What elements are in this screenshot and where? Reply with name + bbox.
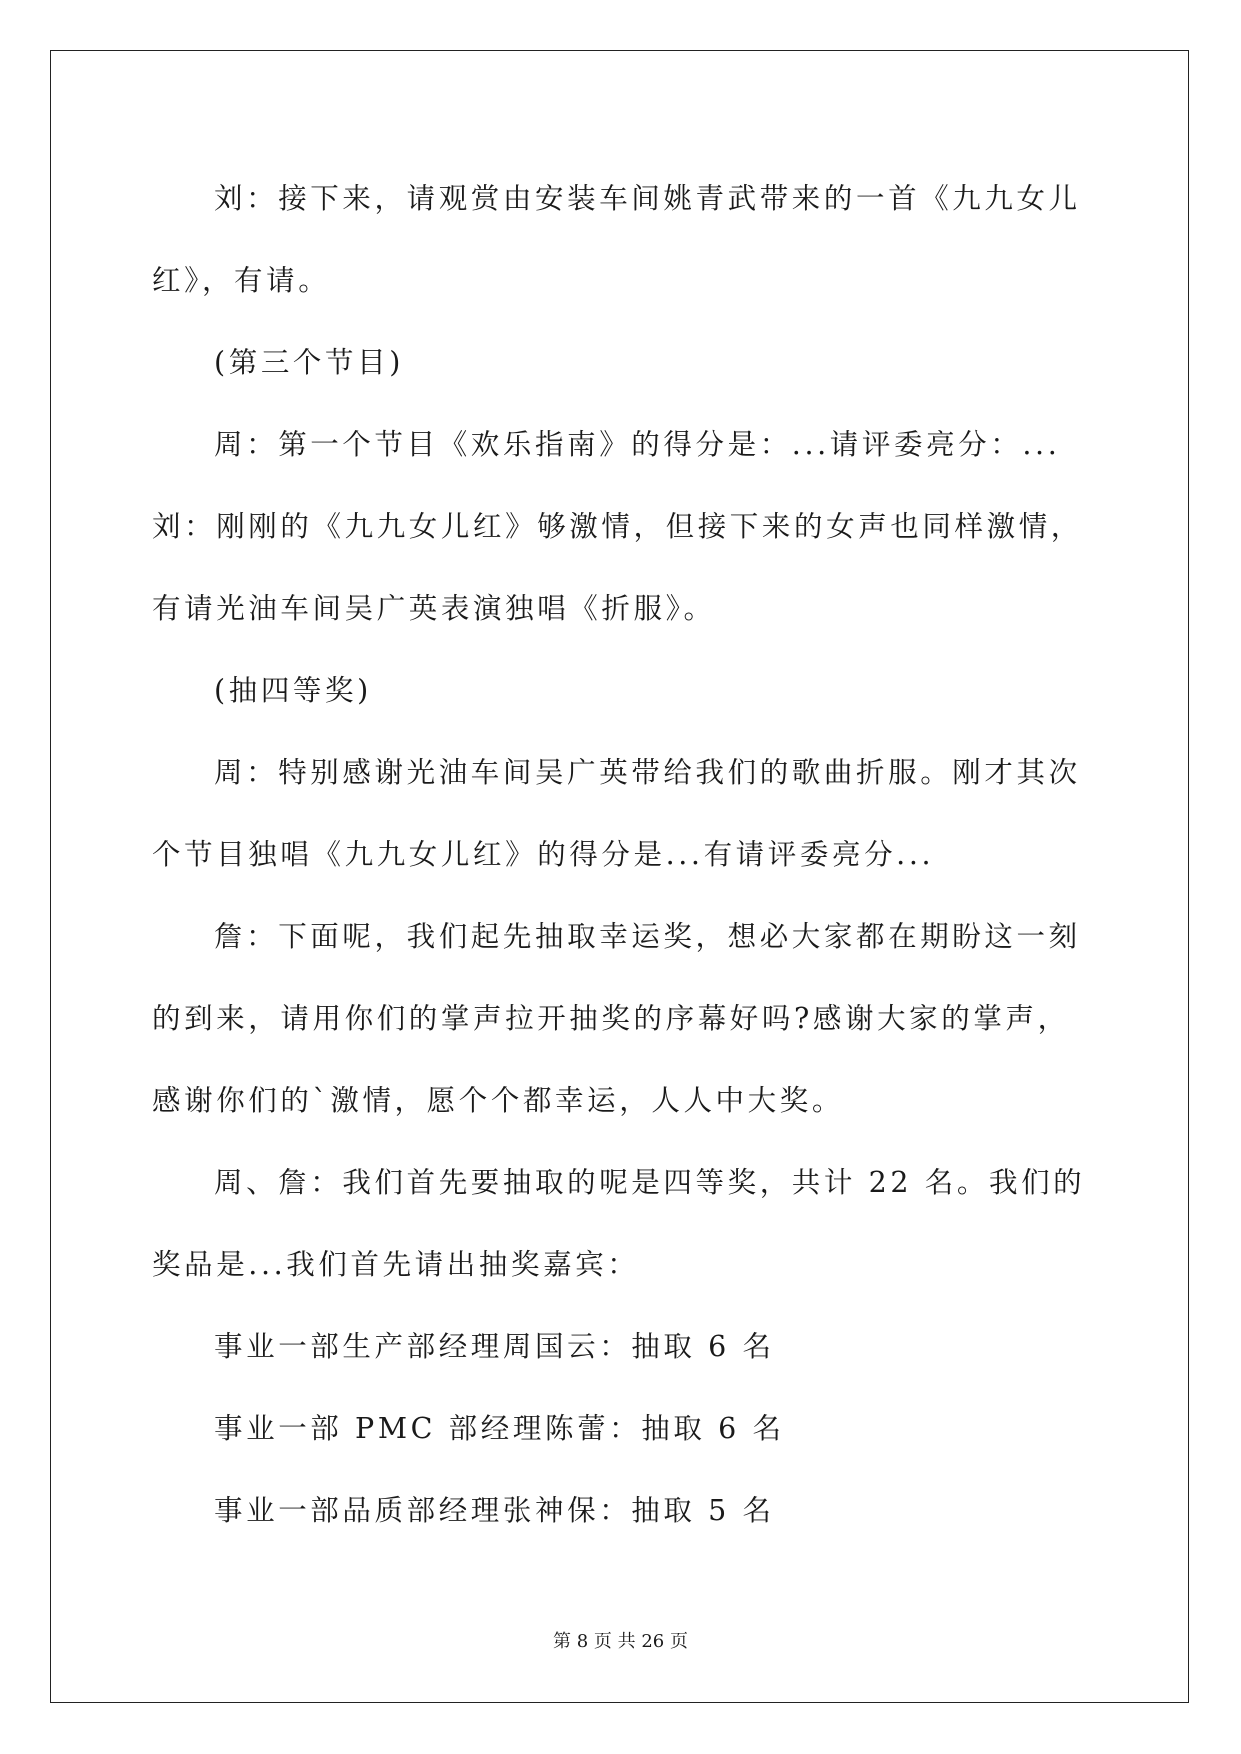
paragraph-8: 事业一部生产部经理周国云：抽取 6 名 bbox=[214, 1330, 775, 1363]
paragraph-9: 事业一部 PMC 部经理陈蕾：抽取 6 名 bbox=[214, 1412, 785, 1445]
page-footer: 第 8 页 共 26 页 bbox=[553, 1631, 688, 1652]
paragraph-5: 周：特别感谢光油车间吴广英带给我们的歌曲折服。刚才其次个节目独唱《九九女儿红》的得分是...有请评委亮分... bbox=[152, 756, 1081, 871]
paragraph-6: 詹：下面呢，我们起先抽取幸运奖，想必大家都在期盼这一刻的到来，请用你们的掌声拉开抽奖的序幕好吗?感谢大家的掌声，感谢你们的`激情，愿个个都幸运，人人中大奖。 bbox=[152, 920, 1081, 1117]
paragraph-7: 周、詹：我们首先要抽取的呢是四等奖，共计 22 名。我们的奖品是...我们首先请出抽奖嘉宾： bbox=[152, 1166, 1086, 1281]
paragraph-4: (抽四等奖) bbox=[214, 674, 372, 707]
paragraph-2: (第三个节目) bbox=[214, 346, 404, 379]
document-body bbox=[152, 158, 1092, 1552]
paragraph-1: 刘：接下来，请观赏由安装车间姚青武带来的一首《九九女儿红》，有请。 bbox=[152, 182, 1081, 297]
paragraph-10: 事业一部品质部经理张神保：抽取 5 名 bbox=[214, 1494, 775, 1527]
paragraph-3: 周：第一个节目《欢乐指南》的得分是：...请评委亮分：...刘：刚刚的《九九女儿红》够激情，但接下来的女声也同样激情，有请光油车间吴广英表演独唱《折服》。 bbox=[152, 428, 1083, 625]
